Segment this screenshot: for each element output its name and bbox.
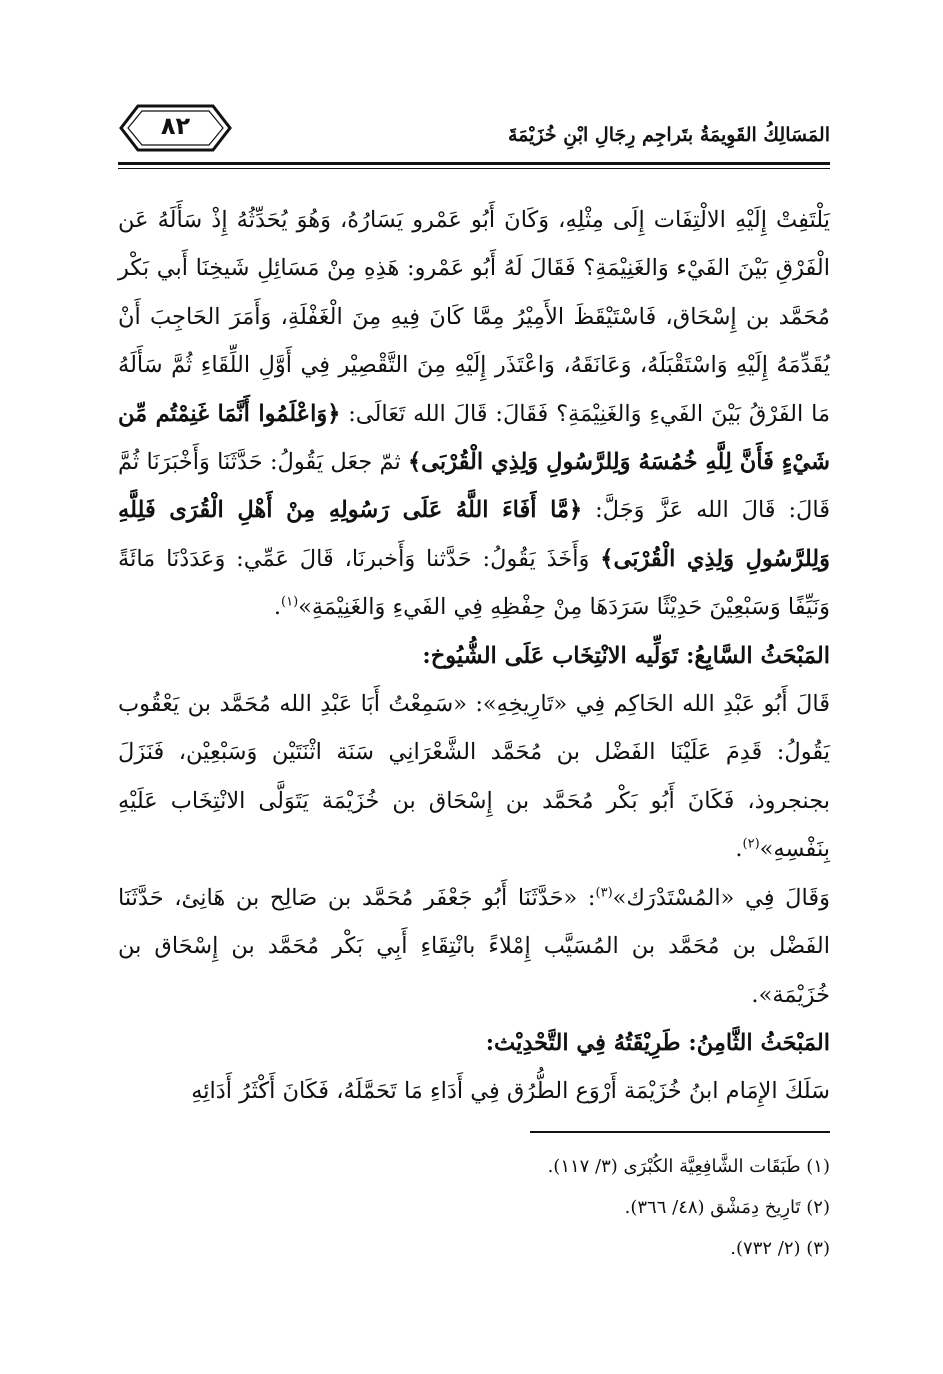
paragraph-text: ثمّ جعَل يَقُولُ: حَدَّثَنَا وَأَخْبَرَنَا ثُمَّ قَالَ: قَالَ الله عَزَّ وَجَلَّ: <box>118 449 830 524</box>
footnote: (١) طَبَقَات الشَّافِعِيَّة الكُبْرَى (٣/ ١١٧). <box>547 1156 830 1177</box>
footnote-ref: (٣) <box>595 885 613 901</box>
page-number: ٨٢ <box>160 112 191 140</box>
page-number-badge <box>118 100 233 156</box>
quran-verse: ﴿مَّا أَفَاءَ اللَّهُ عَلَى رَسُولِهِ مِنْ أَهْلِ الْقُرَى فَلِلَّهِ وَلِلرَّسُولِ وَلِذِي الْقُرْبَى﴾ <box>118 497 830 572</box>
paragraph <box>118 196 830 632</box>
main-text <box>118 196 830 1116</box>
footnote-divider <box>530 1131 830 1133</box>
footnote-ref: (٢) <box>742 836 760 852</box>
paragraph-text: يَلْتَفِتْ إِلَيْهِ الالْتِفَات إِلَى مِثْلِهِ، وَكَانَ أَبُو عَمْرو يَسَارُهُ، وَهُوَ يُحَدِّثُهُ إِذْ سَأَلَهُ عَن الْفَرْقِ بَيْنَ الفَيْء وَالغَنِيْمَةِ؟ فَقَالَ لَهُ أَبُو عَمْرو: هَذِهِ مِنْ مَسَائِلِ شَيخِنَا أَبي بَكْر مُحَمَّد بن إِسْحَاق، فَاسْتَيْقَظَ الأَمِيْرُ مِمَّا كَانَ فِيهِ مِنَ الْغَفْلَةِ، وَأَمَرَ الحَاجِبَ أَنْ يُقَدِّمَهُ إِلَيْهِ وَاسْتَقْبَلَهُ، وَعَانَقَهُ، وَاعْتَذَر إِلَيْهِ مِنَ التَّقْصِيْر فِي أَوَّلِ اللِّقَاءِ ثُمَّ سَأَلَهُ مَا الفَرْقُ بَيْنَ الفَيءِ وَالغَنِيْمَةِ؟ فَقَالَ: قَالَ الله تَعَالَى: <box>118 207 830 427</box>
quran-verse: ﴿وَاعْلَمُوا أَنَّمَا غَنِمْتُم مِّن شَيْءٍ فَأَنَّ لِلَّهِ خُمُسَهُ وَلِلرَّسُولِ وَلِذِي الْقُرْبَى﴾ <box>118 400 830 476</box>
paragraph <box>118 680 830 874</box>
footnote: (٣) (٢/ ٧٣٢). <box>730 1238 830 1259</box>
header-rule-thick <box>118 162 830 165</box>
section-heading: المَبْحَثُ الثَّامِنُ: طَرِيْقَتُهُ فِي التَّحْدِيْث: <box>485 1029 830 1056</box>
page-title: المَسَالِكُ القَوِيمَةُ بتَراجِم رِجَالِ ابْنِ خُزَيْمَةَ <box>507 124 830 146</box>
header-rule-thin <box>118 168 830 169</box>
paragraph: سَلَكَ الإِمَام ابنُ خُزَيْمَة أَرْوَع الطُّرُق فِي أَدَاءِ مَا تَحَمَّلَهُ، فَكَانَ أَكْثَرُ أَدَائِهِ <box>191 1078 830 1105</box>
page-header <box>118 98 830 178</box>
footnote-ref: (١) <box>281 594 299 610</box>
section-heading: المَبْحَثُ السَّابِعُ: تَوَلِّيه الانْتِخَاب عَلَى الشُّيُوخ: <box>422 642 830 669</box>
paragraph-text: وَأَخَذَ يَقُولُ: حَدَّثنا وَأَخبرنَا، قَالَ عَمِّي: وَعَدَدْنَا مَائَةً وَنَيِّفًا وَسَبْعِيْنَ حَدِيْثًا سَرَدَهَا مِنْ حِفْظِهِ فِي الفَيءِ وَالغَنِيْمَةِ» <box>118 545 830 621</box>
paragraph-text: وَقَالَ فِي «المُسْتَدْرَك» <box>612 884 830 911</box>
footnote: (٢) تَارِيخ دِمَشْق (٤٨/ ٣٦٦). <box>624 1197 830 1218</box>
paragraph-end: . <box>273 594 281 621</box>
footnotes <box>420 1146 830 1269</box>
paragraph-text: قَالَ أَبُو عَبْدِ الله الحَاكِم فِي «تَارِيخِهِ»: «سَمِعْتُ أَبَا عَبْدِ الله مُحَمَّد بن يَعْقُوب يَقُولُ: قَدِمَ عَلَيْنَا الفَضْل بن مُحَمَّد الشَّعْرَانِي سَنَة اثْنَتَيْن وَسَبْعِيْن، فَنَزَلَ بجنجروذ، فَكَانَ أَبُو بَكْر مُحَمَّد بن إِسْحَاق بن خُزَيْمَة يَتَوَلَّى الانْتِخَاب عَلَيْهِ بِنَفْسِهِ» <box>118 691 830 863</box>
paragraph-end: . <box>735 836 743 863</box>
paragraph-text: : «حَدَّثَنَا أَبُو جَعْفَر مُحَمَّد بن صَالِح بن هَانِئ، حَدَّثَنَا الفَضْل بن مُحَمَّد بن المُسَيَّب إِمْلاءً بانْتِقَاءِ أَبِي بَكْر مُحَمَّد بن إِسْحَاق بن خُزَيْمَة». <box>118 884 830 1008</box>
paragraph <box>118 874 830 1019</box>
